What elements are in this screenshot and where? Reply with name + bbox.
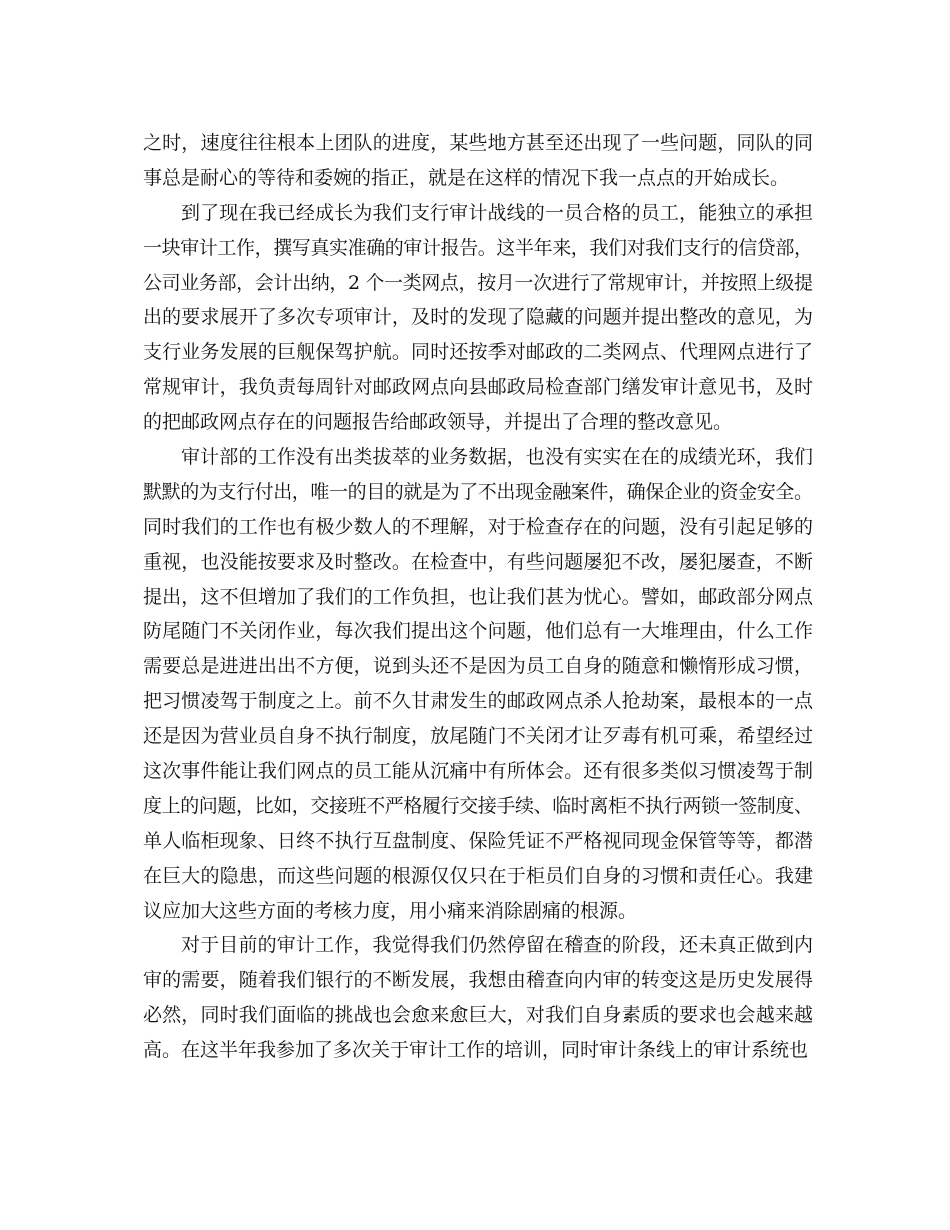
text-line: 把习惯凌驾于制度之上。前不久甘肃发生的邮政网点杀人抢劫案，最根本的一点 [143, 690, 814, 713]
paragraph-first-line: 对于目前的审计工作，我觉得我们仍然停留在稽查的阶段，还未真正做到内 [181, 934, 814, 957]
text-line: 在巨大的隐患，而这些问题的根源仅仅只在于柜员们自身的习惯和责任心。我建 [143, 864, 814, 887]
text-line: 度上的问题，比如，交接班不严格履行交接手续、临时离柜不执行两锁一签制度、 [143, 794, 813, 817]
text-line: 需要总是进进出出不方便，说到头还不是因为员工自身的随意和懒惰形成习惯， [143, 655, 814, 678]
text-line: 之时，速度往往根本上团队的进度，某些地方甚至还出现了一些问题，同队的同 [143, 132, 814, 154]
text-line: 必然，同时我们面临的挑战也会愈来愈巨大，对我们自身素质的要求也会越来越 [143, 1004, 814, 1027]
text-line: 单人临柜现象、日终不执行互盘制度、保险凭证不严格视同现金保管等等，都潜 [143, 829, 814, 852]
body-text [143, 126, 813, 1068]
text-line: 出的要求展开了多次专项审计，及时的发现了隐藏的问题并提出整改的意见，为 [143, 306, 814, 329]
text-line: 高。在这半年我参加了多次关于审计工作的培训，同时审计条线上的审计系统也 [143, 1039, 809, 1062]
text-line: 公司业务部，会计出纳，2 个一类网点，按月一次进行了常规审计，并按照上级提 [143, 271, 813, 294]
text-line: 防尾随门不关闭作业，每次我们提出这个问题，他们总有一大堆理由，什么工作 [143, 620, 814, 643]
text-line: 同时我们的工作也有极少数人的不理解，对于检查存在的问题，没有引起足够的 [143, 515, 814, 538]
text-line: 提出，这不但增加了我们的工作负担，也让我们甚为忧心。譬如，邮政部分网点 [143, 585, 814, 608]
text-line: 这次事件能让我们网点的员工能从沉痛中有所体会。还有很多类似习惯凌驾于制 [143, 760, 814, 783]
text-line: 审的需要，随着我们银行的不断发展，我想由稽查向内审的转变这是历史发展得 [143, 969, 814, 992]
text-line: 重视，也没能按要求及时整改。在检查中，有些问题屡犯不改，屡犯屡查，不断 [143, 550, 814, 573]
paragraph-first-line: 到了现在我已经成长为我们支行审计战线的一员合格的员工，能独立的承担 [181, 201, 814, 224]
text-line: 议应加大这些方面的考核力度，用小痛来消除剧痛的根源。 [143, 899, 638, 922]
text-line: 默默的为支行付出，唯一的目的就是为了不出现金融案件，确保企业的资金安全。 [143, 480, 813, 503]
text-line: 一块审计工作，撰写真实准确的审计报告。这半年来，我们对我们支行的信贷部， [143, 236, 813, 259]
text-line: 还是因为营业员自身不执行制度，放尾随门不关闭才让歹毒有机可乘，希望经过 [143, 725, 814, 748]
text-line: 事总是耐心的等待和委婉的指正，就是在这样的情况下我一点点的开始成长。 [143, 166, 790, 189]
paragraph-first-line: 审计部的工作没有出类拔萃的业务数据，也没有实实在在的成绩光环，我们 [181, 446, 814, 469]
text-line: 常规审计，我负责每周针对邮政网点向县邮政局检查部门缮发审计意见书，及时 [143, 376, 814, 399]
text-line: 支行业务发展的巨舰保驾护航。同时还按季对邮政的二类网点、代理网点进行了 [143, 341, 814, 364]
text-line: 的把邮政网点存在的问题报告给邮政领导，并提出了合理的整改意见。 [143, 411, 733, 434]
